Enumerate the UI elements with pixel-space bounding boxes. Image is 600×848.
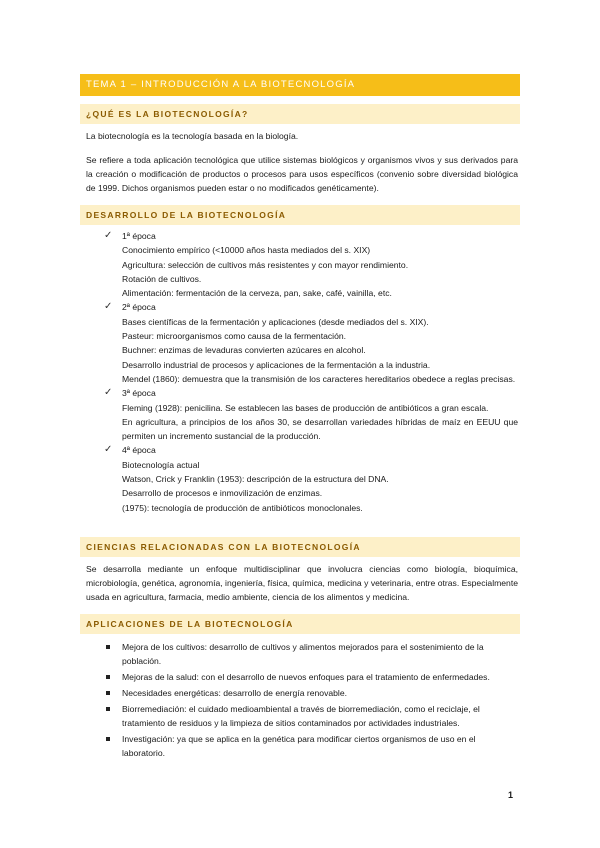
epoch-title: 1ª época (122, 231, 156, 241)
epoch-line: (1975): tecnología de producción de antibióticos monoclonales. (122, 502, 363, 513)
list-item-text: Mejora de los cultivos: desarrollo de cultivos y alimentos mejorados para el sostenimiento de la población. (122, 642, 484, 666)
epoch-line: Bases científicas de la fermentación y aplicaciones (desde mediados del s. XIX). (122, 316, 429, 327)
checkmark-icon: ✓ (104, 301, 113, 313)
list-item-text: Biorremediación: el cuidado medioambiental a través de biorremediación, como el reciclaje, el tratamiento de residuos y la limpieza de sitios contaminados por actividades industriales. (122, 704, 480, 728)
epoch-item (86, 443, 518, 514)
epoch-line: Mendel (1860): demuestra que la transmisión de los caracteres hereditarios obedece a reglas precisas. (122, 373, 516, 384)
epoch-title: 2ª época (122, 302, 156, 313)
epoch-line: Conocimiento empírico (<10000 años hasta mediados del s. XIX) (122, 245, 371, 256)
epoch-line: Fleming (1928): penicilina. Se establecen las bases de producción de antibióticos a gran escala. (122, 402, 489, 413)
epoch-title: 4ª época (122, 445, 156, 456)
epoch-line: Rotación de cultivos. (122, 273, 202, 284)
checkmark-icon: ✓ (104, 230, 113, 241)
page-number: 1 (508, 790, 514, 800)
epoch-title: 3ª época (122, 388, 156, 399)
list-item (86, 702, 518, 730)
document-title: TEMA 1 – INTRODUCCIÓN A LA BIOTECNOLOGÍA (80, 74, 520, 96)
section-heading-aplicaciones: APLICACIONES DE LA BIOTECNOLOGÍA (80, 614, 520, 634)
square-bullet-icon (106, 645, 110, 649)
applications-list (86, 640, 518, 762)
epoch-list (86, 229, 518, 515)
epoch-line: Agricultura: selección de cultivos más resistentes y con mayor rendimiento. (122, 259, 409, 270)
epoch-line: Pasteur: microorganismos como causa de la fermentación. (122, 331, 347, 342)
epoch-item (86, 386, 518, 443)
section-heading-que-es: ¿QUÉ ES LA BIOTECNOLOGÍA? (80, 104, 520, 124)
list-item-text: Investigación: ya que se aplica en la genética para modificar ciertos organismos de uso en el laboratorio. (122, 734, 476, 758)
square-bullet-icon (106, 737, 110, 741)
paragraph: Se refiere a toda aplicación tecnológica que utilice sistemas biológicos y organismos vivos y sus derivados para la creación o modificación de productos o procesos para usos específicos (convenio sobre diversidad biológica de 1999. Dichos organismos pueden estar o no modificados genéticamente). (86, 155, 518, 193)
list-item (86, 670, 518, 684)
epoch-item (86, 300, 518, 386)
epoch-line: Buchner: enzimas de levaduras convierten azúcares en alcohol. (122, 345, 366, 356)
checkmark-icon: ✓ (104, 444, 113, 456)
section-heading-ciencias: CIENCIAS RELACIONADAS CON LA BIOTECNOLOGÍA (80, 537, 520, 557)
list-item-text: Necesidades energéticas: desarrollo de energía renovable. (122, 688, 348, 698)
section-heading-desarrollo: DESARROLLO DE LA BIOTECNOLOGÍA (80, 205, 520, 225)
checkmark-icon: ✓ (104, 387, 113, 399)
epoch-line: Desarrollo industrial de procesos y aplicaciones de la fermentación a la industria. (122, 359, 431, 370)
list-item-text: Mejoras de la salud: con el desarrollo de nuevos enfoques para el tratamiento de enfermedades. (122, 672, 490, 682)
epoch-line: Watson, Crick y Franklin (1953): descripción de la estructura del DNA. (122, 474, 389, 485)
square-bullet-icon (106, 691, 110, 695)
paragraph: La biotecnología es la tecnología basada en la biología. (86, 131, 299, 141)
list-item (86, 640, 518, 668)
list-item (86, 686, 518, 700)
epoch-item (86, 229, 518, 300)
epoch-line: Desarrollo de procesos e inmovilización de enzimas. (122, 488, 323, 499)
epoch-line: Biotecnología actual (122, 459, 200, 470)
epoch-line: En agricultura, a principios de los años 30, se desarrollan variedades híbridas de maíz en EEUU que permiten un incremento sustancial de la producción. (122, 416, 518, 442)
epoch-line: Alimentación: fermentación de la cerveza, pan, sake, café, vainilla, etc. (122, 288, 392, 299)
list-item (86, 732, 518, 760)
paragraph: Se desarrolla mediante un enfoque multidisciplinar que involucra ciencias como biología, bioquímica, microbiología, genética, agronomía, ingeniería, física, química, medicina y veterinaria, entre otras. Especialmente usada en agricultura, farmacia, medio ambiente, ciencia de los alimentos y medicina. (86, 564, 518, 602)
square-bullet-icon (106, 707, 110, 711)
square-bullet-icon (106, 675, 110, 679)
